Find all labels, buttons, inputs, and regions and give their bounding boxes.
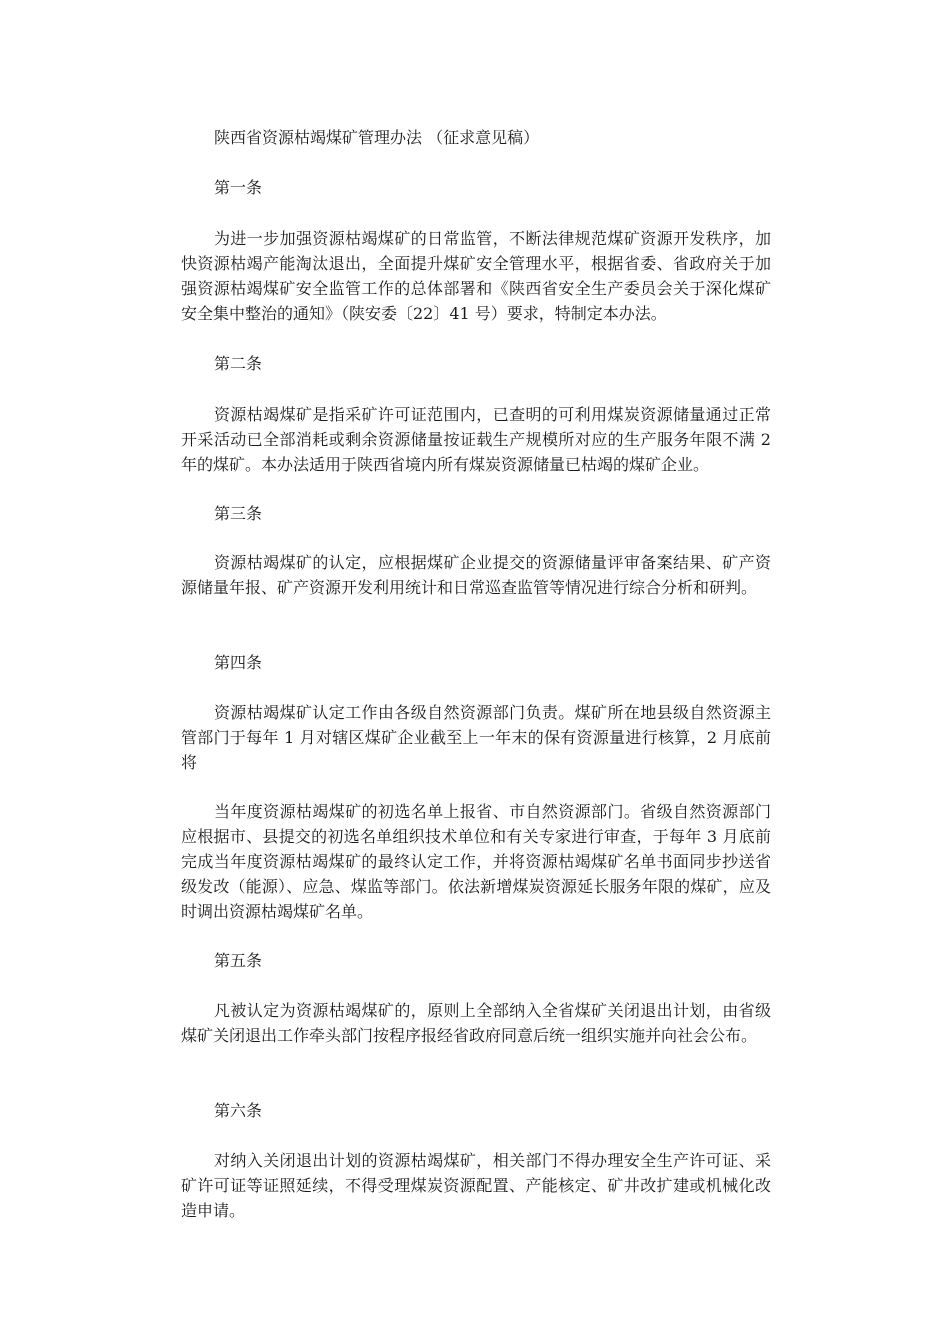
- article-heading-5: 第五条: [214, 951, 263, 970]
- article-4-paragraph-2: 当年度资源枯竭煤矿的初选名单上报省、市自然资源部门。省级自然资源部门应根据市、县提交的初选名单组织技术单位和有关专家进行审查，于每年 3 月底前完成当年度资源枯竭煤矿的最终认定工作，并将资源枯竭煤矿名单书面同步抄送省级发改（能源）、应急、煤监等部门。依法新增煤炭资源延长服务年限的煤矿，应及时调出资源枯竭煤矿名单。: [181, 802, 771, 921]
- article-heading-1: 第一条: [214, 178, 263, 197]
- article-3-paragraph: 资源枯竭煤矿的认定，应根据煤矿企业提交的资源储量评审备案结果、矿产资源储量年报、矿产资源开发利用统计和日常巡查监管等情况进行综合分析和研判。: [181, 553, 771, 597]
- article-heading-4: 第四条: [214, 653, 263, 672]
- article-6-paragraph: 对纳入关闭退出计划的资源枯竭煤矿，相关部门不得办理安全生产许可证、采矿许可证等证照延续，不得受理煤炭资源配置、产能核定、矿井改扩建或机械化改造申请。: [181, 1151, 771, 1220]
- article-5-paragraph: 凡被认定为资源枯竭煤矿的，原则上全部纳入全省煤矿关闭退出计划，由省级煤矿关闭退出工作牵头部门按程序报经省政府同意后统一组织实施并向社会公布。: [181, 1001, 771, 1045]
- article-heading-2: 第二条: [214, 354, 263, 373]
- article-4-paragraph-1: 资源枯竭煤矿认定工作由各级自然资源部门负责。煤矿所在地县级自然资源主管部门于每年 1 月对辖区煤矿企业截至上一年末的保有资源量进行核算，2 月底前将: [181, 703, 771, 772]
- article-1-paragraph: 为进一步加强资源枯竭煤矿的日常监管，不断法律规范煤矿资源开发秩序，加快资源枯竭产能淘汰退出，全面提升煤矿安全管理水平，根据省委、省政府关于加强资源枯竭煤矿安全监管工作的总体部署和《陕西省安全生产委员会关于深化煤矿安全集中整治的通知》（陕安委〔22〕41 号）要求，特制定本办法。: [181, 229, 771, 323]
- article-2-paragraph: 资源枯竭煤矿是指采矿许可证范围内，已查明的可利用煤炭资源储量通过正常开采活动已全部消耗或剩余资源储量按证载生产规模所对应的生产服务年限不满 2 年的煤矿。本办法适用于陕西省境内所有煤炭资源储量已枯竭的煤矿企业。: [181, 405, 771, 474]
- article-heading-6: 第六条: [214, 1101, 263, 1120]
- document-title: 陕西省资源枯竭煤矿管理办法 （征求意见稿）: [214, 128, 540, 147]
- article-heading-3: 第三条: [214, 504, 263, 523]
